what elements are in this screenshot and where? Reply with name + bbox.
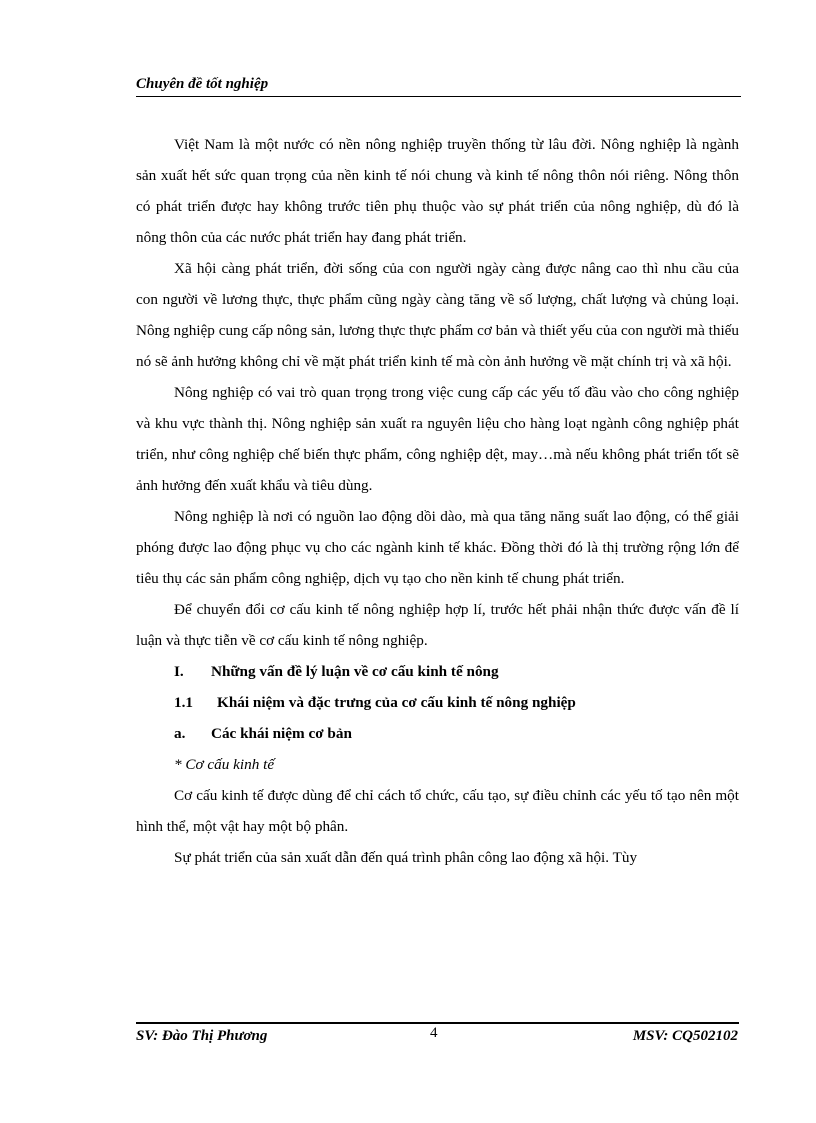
body-paragraph: Cơ cấu kinh tế được dùng để chỉ cách tổ chức, cấu tạo, sự điều chỉnh các yếu tố tạo nên một hình thể, một vật hay một bộ phân. [136, 787, 739, 835]
section-heading-1-1 [136, 687, 739, 718]
body-paragraph: Việt Nam là một nước có nền nông nghiệp truyền thống từ lâu đời. Nông nghiệp là ngành sản xuất hết sức quan trọng của nền kinh tế nói chung và kinh tế nông thôn nói riêng. Nông thôn có phát triển được hay không trước tiên phụ thuộc vào sự phát triển của nông nghiệp, dù đó là nông thôn của các nước phát triển hay đang phát triển. [136, 136, 739, 246]
footer-student-id: MSV: CQ502102 [632, 1028, 738, 1044]
footer-page-number: 4 [430, 1025, 438, 1041]
document-body [136, 129, 739, 873]
section-number: a. [174, 725, 186, 742]
body-paragraph: Sự phát triển của sản xuất dẫn đến quá trình phân công lao động xã hội. Tùy [174, 849, 638, 866]
section-heading-a [136, 718, 739, 749]
body-paragraph: Để chuyển đổi cơ cấu kinh tế nông nghiệp hợp lí, trước hết phải nhận thức được vấn đề lí luận và thực tiễn về cơ cấu kinh tế nông nghiệp. [136, 601, 739, 649]
section-heading-text: Các khái niệm cơ bản [211, 725, 352, 742]
header-divider [136, 96, 741, 97]
section-number: 1.1 [174, 694, 193, 711]
section-heading-1 [136, 656, 739, 687]
page-header-title: Chuyên đề tốt nghiệp [136, 76, 269, 92]
body-paragraph: Nông nghiệp có vai trò quan trọng trong việc cung cấp các yếu tố đầu vào cho công nghiệp và khu vực thành thị. Nông nghiệp sản xuất ra nguyên liệu cho hàng loạt ngành công nghiệp phát triển, như công nghiệp chế biến thực phẩm, công nghiệp dệt, may…mà nếu không phát triển tốt sẽ ảnh hưởng đến xuất khẩu và tiêu dùng. [136, 384, 739, 494]
italic-subheading: * Cơ cấu kinh tế [174, 756, 275, 773]
body-paragraph: Nông nghiệp là nơi có nguồn lao động dồi dào, mà qua tăng năng suất lao động, có thể giải phóng được lao động phục vụ cho các ngành kinh tế khác. Đồng thời đó là thị trường rộng lớn để tiêu thụ các sản phẩm công nghiệp, dịch vụ tạo cho nền kinh tế chung phát triển. [136, 508, 739, 587]
footer-divider [136, 1022, 739, 1024]
section-number: I. [174, 663, 184, 680]
section-heading-text: Khái niệm và đặc trưng của cơ cấu kinh tế nông nghiệp [217, 694, 576, 711]
section-heading-text: Những vấn đề lý luận về cơ cấu kinh tế nông [211, 663, 499, 680]
footer-student-name: SV: Đào Thị Phương [136, 1028, 268, 1044]
body-paragraph: Xã hội càng phát triển, đời sống của con người ngày càng được nâng cao thì nhu cầu của con người về lương thực, thực phẩm cũng ngày càng tăng về số lượng, chất lượng và chủng loại. Nông nghiệp cung cấp nông sản, lương thực thực phẩm cơ bản và thiết yếu của con người mà thiếu nó sẽ ảnh hưởng không chỉ về mặt phát triển kinh tế mà còn ảnh hưởng về mặt chính trị và xã hội. [136, 260, 739, 370]
